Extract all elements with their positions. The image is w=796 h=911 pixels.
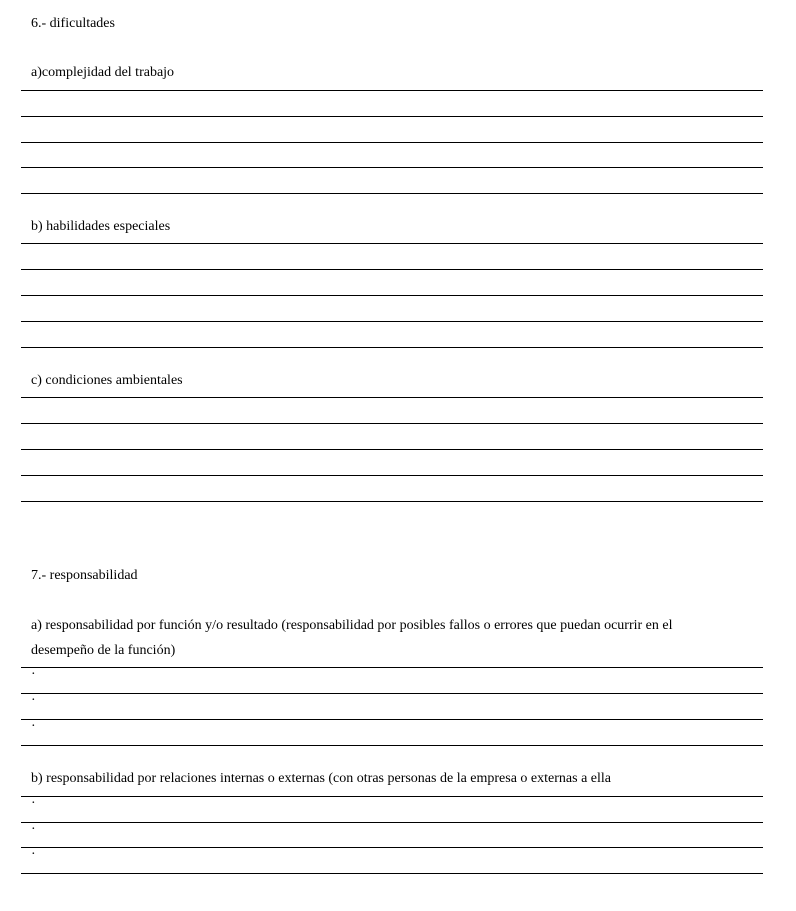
answer-line[interactable] <box>21 295 763 296</box>
answer-line[interactable] <box>21 873 763 874</box>
question-7b-label: b) responsabilidad por relaciones internas o externas (con otras personas de la empresa o externas a ella <box>31 771 611 786</box>
answer-line[interactable] <box>21 667 763 668</box>
answer-line[interactable] <box>21 347 763 348</box>
answer-line[interactable] <box>21 501 763 502</box>
bullet-dot: · <box>31 693 36 708</box>
question-6c-label: c) condiciones ambientales <box>31 373 183 388</box>
bullet-dot: · <box>31 796 36 811</box>
question-7a-label-line1: a) responsabilidad por función y/o resultado (responsabilidad por posibles fallos o errores que puedan ocurrir en el <box>31 618 673 633</box>
answer-line[interactable] <box>21 475 763 476</box>
question-6a-label: a)complejidad del trabajo <box>31 65 175 80</box>
bullet-dot: · <box>31 667 36 682</box>
answer-line[interactable] <box>21 90 763 91</box>
question-6b-label: b) habilidades especiales <box>31 219 171 234</box>
answer-line[interactable] <box>21 142 763 143</box>
bullet-dot: · <box>31 847 36 862</box>
answer-line[interactable] <box>21 449 763 450</box>
bullet-dot: · <box>31 719 36 734</box>
bullet-dot: · <box>31 822 36 837</box>
answer-line[interactable] <box>21 193 763 194</box>
answer-line[interactable] <box>21 321 763 322</box>
answer-line[interactable] <box>21 116 763 117</box>
answer-line[interactable] <box>21 719 763 720</box>
answer-line[interactable] <box>21 269 763 270</box>
answer-line[interactable] <box>21 847 763 848</box>
question-7a-label-line2: desempeño de la función) <box>31 643 176 658</box>
answer-line[interactable] <box>21 693 763 694</box>
section-7-heading: 7.- responsabilidad <box>31 568 138 583</box>
section-6-heading: 6.- dificultades <box>31 16 115 31</box>
answer-line[interactable] <box>21 822 763 823</box>
answer-line[interactable] <box>21 745 763 746</box>
answer-line[interactable] <box>21 167 763 168</box>
answer-line[interactable] <box>21 423 763 424</box>
answer-line[interactable] <box>21 397 763 398</box>
answer-line[interactable] <box>21 243 763 244</box>
answer-line[interactable] <box>21 796 763 797</box>
